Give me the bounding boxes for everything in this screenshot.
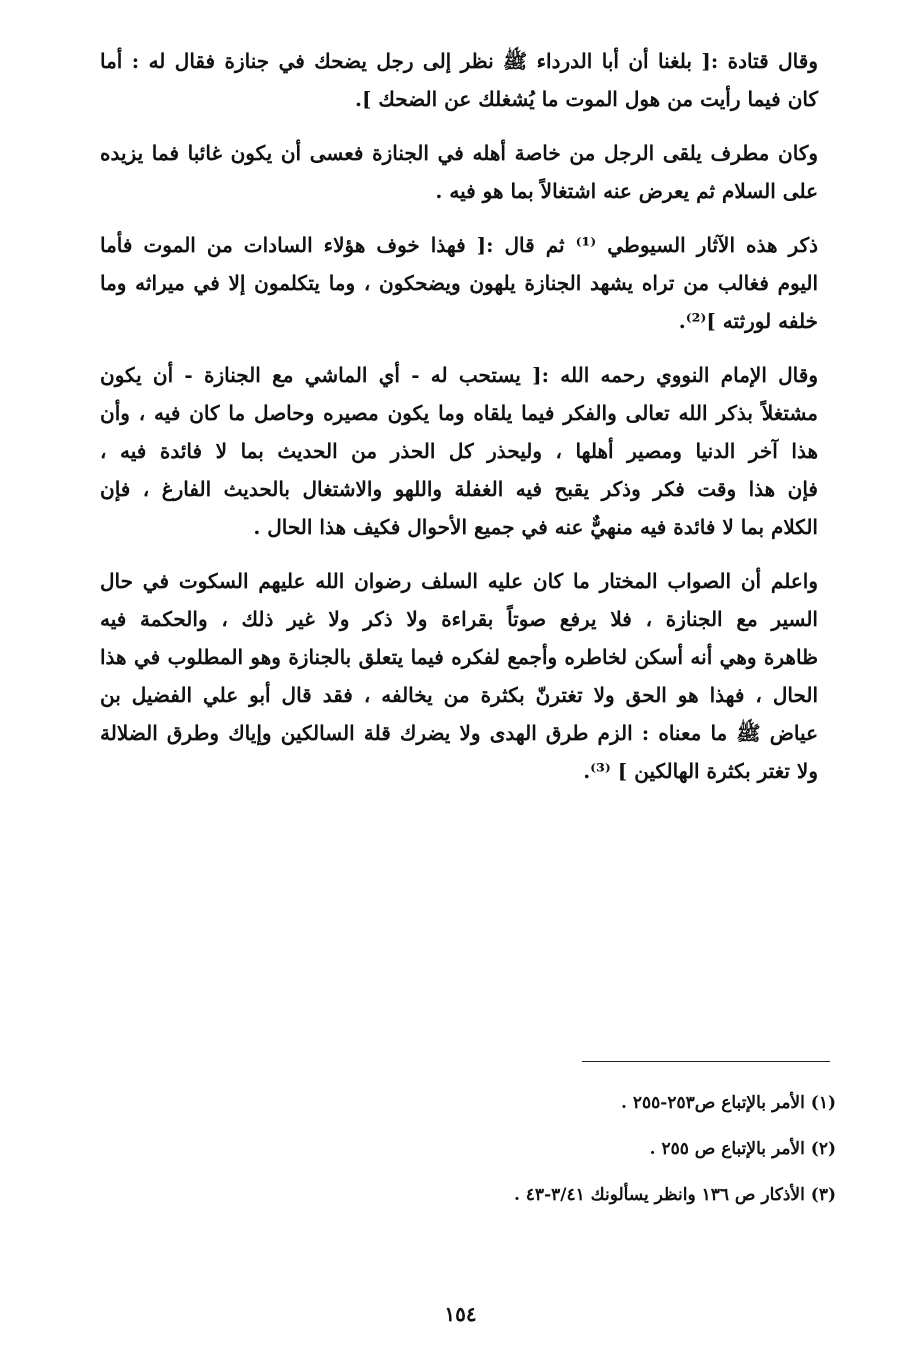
footnote-3: (٣) الأذكار ص ١٣٦ وانظر يسألونك ٣/٤١-٤٣ .: [513, 1185, 836, 1205]
paragraph-sawab: [100, 562, 818, 790]
text-line: وكان مطرف يلقى الرجل من خاصة أهله في الجنازة فعسى أن يكون غائبا فما يزيده: [100, 141, 818, 165]
text-line: السير مع الجنازة ، فلا يرفع صوتاً بقراءة ولا ذكر ولا غير ذلك ، والحكمة فيه: [100, 607, 818, 631]
text-line: مشتغلاً بذكر الله تعالى والفكر فيما يلقاه وما يكون مصيره وحاصل ما كان فيه ، وأن: [100, 401, 818, 425]
page-number: ١٥٤: [444, 1302, 477, 1326]
main-text-body: [100, 42, 818, 806]
text-line: ولا تغتر بكثرة الهالكين ] ⁽³⁾.: [583, 759, 818, 783]
text-line: ظاهرة وهي أنه أسكن لخاطره وأجمع لفكره فيما يتعلق بالجنازة وهو المطلوب في هذا: [100, 645, 818, 669]
text-line: الكلام بما لا فائدة فيه منهيٌّ عنه في جميع الأحوال فكيف هذا الحال .: [253, 515, 818, 539]
footnote-1: (١) الأمر بالإتباع ص٢٥٣-٢٥٥ .: [621, 1093, 836, 1113]
text-line: خلفه لورثته ]⁽²⁾.: [678, 309, 818, 333]
text-line: هذا آخر الدنيا ومصير أهلها ، وليحذر كل الحذر من الحديث بما لا فائدة فيه ،: [100, 439, 818, 463]
text-line: واعلم أن الصواب المختار ما كان عليه السلف رضوان الله عليهم السكوت في حال: [100, 569, 818, 593]
footnote-divider: [582, 1061, 830, 1062]
paragraph-suyuti: [100, 226, 818, 340]
text-line: على السلام ثم يعرض عنه اشتغالاً بما هو فيه .: [435, 179, 818, 203]
text-line: عياض ﷺ ما معناه : الزم طرق الهدى ولا يضرك قلة السالكين وإياك وطرق الضلالة: [100, 721, 818, 745]
footnotes-section: [300, 1080, 836, 1218]
text-line: فإن هذا وقت فكر وذكر يقبح فيه الغفلة واللهو والاشتغال بالحديث الفارغ ، فإن: [100, 477, 818, 501]
paragraph-nawawi: [100, 356, 818, 546]
paragraph-qatada: [100, 42, 818, 118]
paragraph-mutarrif: [100, 134, 818, 210]
text-line: وقال الإمام النووي رحمه الله :[ يستحب له - أي الماشي مع الجنازة - أن يكون: [100, 363, 818, 387]
text-line: اليوم فغالب من تراه يشهد الجنازة يلهون ويضحكون ، وما يتكلمون إلا في ميراثه وما: [100, 271, 818, 295]
text-line: الحال ، فهذا هو الحق ولا تغترنّ بكثرة من يخالفه ، فقد قال أبو علي الفضيل بن: [100, 683, 818, 707]
text-line: كان فيما رأيت من هول الموت ما يُشغلك عن الضحك ].: [354, 87, 818, 111]
text-line: وقال قتادة :[ بلغنا أن أبا الدرداء ﷺ نظر إلى رجل يضحك في جنازة فقال له : أما: [100, 49, 818, 73]
footnote-2: (٢) الأمر بالإتباع ص ٢٥٥ .: [649, 1139, 836, 1159]
text-line: ذكر هذه الآثار السيوطي ⁽¹⁾ ثم قال :[ فهذا خوف هؤلاء السادات من الموت فأما: [100, 233, 818, 257]
